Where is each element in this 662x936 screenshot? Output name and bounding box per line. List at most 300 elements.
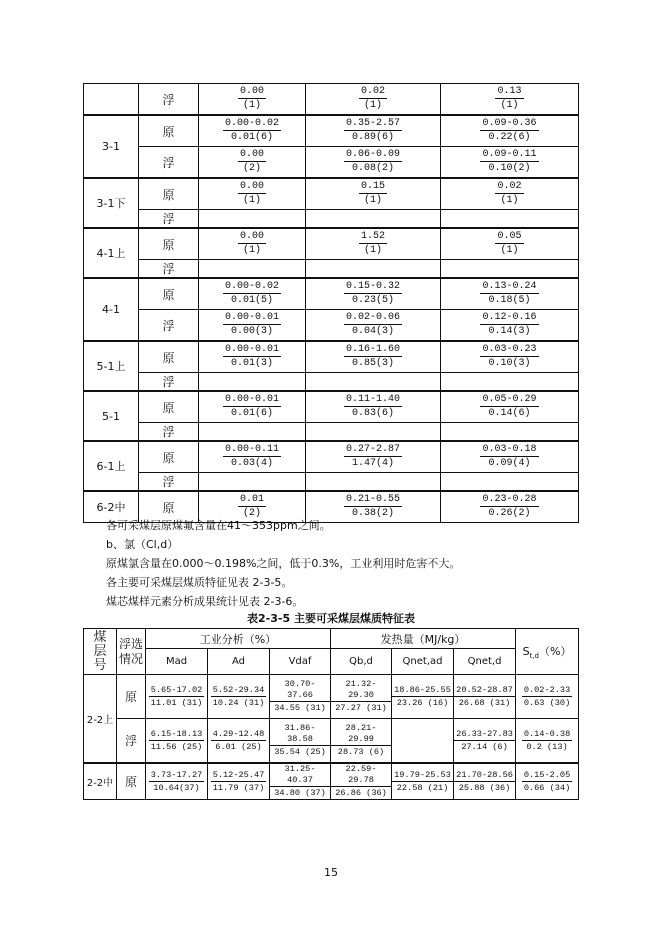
- fraction-bottom-value: 1.47(4): [351, 458, 394, 469]
- fraction-top: [516, 770, 578, 782]
- column-header-qnetd: Qnet,d: [454, 649, 516, 675]
- fraction-bottom-value: 0.26(2): [488, 508, 531, 519]
- flotation-cell: 浮: [117, 719, 146, 764]
- flotation-cell: 浮: [139, 260, 199, 279]
- value-cell: [270, 719, 331, 764]
- flotation-cell: 原: [139, 441, 199, 473]
- fraction-bottom-value: 0.14(6): [488, 408, 531, 419]
- fraction-bottom-value: 25.88 (36): [458, 782, 511, 793]
- fraction-top: [392, 770, 453, 782]
- seam-cell: 2-2中: [84, 763, 117, 800]
- fraction-bottom-value: 0.04(3): [351, 326, 394, 337]
- value-cell: [441, 491, 579, 523]
- fraction-top-value: 5.52-29.34: [212, 684, 265, 695]
- fraction-top: [208, 685, 269, 697]
- fraction-top-value: 0.00: [239, 86, 264, 97]
- value-cell: [306, 373, 441, 392]
- coal-quality-table-head: [84, 629, 579, 675]
- fraction-top: [441, 494, 578, 507]
- table-row: [84, 719, 579, 764]
- coal-quality-table-body: [84, 675, 579, 800]
- flotation-cell: 原: [139, 178, 199, 210]
- paragraph-table-reference-1: 各主要可采煤层煤质特征见表 2-3-5。: [106, 576, 293, 589]
- value-cell: [199, 228, 306, 260]
- seam-header: [84, 629, 117, 675]
- fraction-bottom-value: 0.10(3): [488, 358, 531, 369]
- value-cell: [331, 763, 392, 800]
- fraction-bottom-value: 0.85(3): [351, 358, 394, 369]
- fraction-bottom-value: 0.01(3): [230, 358, 273, 369]
- fraction-top-value: 0.09-0.11: [482, 149, 537, 160]
- fraction-top: [199, 394, 305, 407]
- table-row: [84, 310, 579, 342]
- fraction-bottom-value: 0.22(6): [488, 132, 531, 143]
- fraction-top: [146, 770, 207, 782]
- table-row: [84, 391, 579, 423]
- value-cell: [516, 675, 579, 719]
- value-cell: [516, 719, 579, 764]
- fraction-top-value: 0.21-0.55: [345, 494, 400, 505]
- fraction-top: [306, 86, 440, 99]
- fraction-bottom-value: 6.01 (25): [215, 741, 262, 752]
- value-cell: [454, 719, 516, 764]
- value-cell: [454, 763, 516, 800]
- fraction-top-value: 0.15: [360, 181, 385, 192]
- flotation-header-label: 浮选情况: [119, 636, 144, 666]
- fraction-bottom-value: 0.83(6): [351, 408, 394, 419]
- fraction-top-value: 0.03-0.23: [482, 344, 537, 355]
- fraction-top-value: 31.86-38.58: [270, 723, 330, 746]
- fraction-top-value: 5.65-17.02: [150, 684, 203, 695]
- fraction-top: [208, 729, 269, 741]
- fraction-bottom-value: 27.14 (6): [461, 741, 508, 752]
- flotation-cell: 原: [117, 675, 146, 719]
- fraction-top-value: 0.02-2.33: [523, 684, 571, 695]
- value-cell: [306, 228, 441, 260]
- value-cell: [441, 278, 579, 310]
- fraction-bottom-value: 0.89(6): [351, 132, 394, 143]
- fraction-top: [270, 679, 330, 702]
- seam-cell: 2-2上: [84, 675, 117, 764]
- value-cell: [441, 178, 579, 210]
- fraction-top: [199, 181, 305, 194]
- fraction-bottom-value: (1): [363, 195, 382, 206]
- value-cell: [306, 310, 441, 342]
- fraction-top-value: 0.00-0.01: [224, 312, 279, 323]
- fraction-top-value: 0.35-2.57: [345, 118, 400, 129]
- value-cell: [306, 441, 441, 473]
- value-cell: [441, 84, 579, 116]
- sulfur-subscript: t,d: [529, 652, 539, 661]
- fraction-top-value: 28.21-29.99: [331, 723, 391, 746]
- seam-cell: 5-1上: [84, 341, 139, 391]
- fraction-top-value: 31.25-40.37: [270, 764, 330, 787]
- fraction-top: [306, 494, 440, 507]
- fraction-top: [306, 394, 440, 407]
- value-cell: [306, 210, 441, 229]
- table-row: [84, 228, 579, 260]
- value-cell: [208, 675, 270, 719]
- fraction-bottom-value: (2): [242, 508, 261, 519]
- fraction-top: [146, 729, 207, 741]
- fraction-bottom-value: 0.01(6): [230, 408, 273, 419]
- fraction-top-value: 0.05-0.29: [482, 394, 537, 405]
- fraction-top: [441, 231, 578, 244]
- fraction-top-value: 0.14-0.38: [523, 728, 571, 739]
- seam-cell: 3-1下: [84, 178, 139, 228]
- table-row: [84, 260, 579, 279]
- value-cell: [441, 373, 579, 392]
- fraction-bottom-value: (2): [242, 163, 261, 174]
- fraction-bottom-value: 0.23(5): [351, 295, 394, 306]
- fraction-top: [306, 344, 440, 357]
- fraction-top: [306, 181, 440, 194]
- value-cell: [392, 763, 454, 800]
- fraction-top: [306, 149, 440, 162]
- flotation-cell: 原: [117, 763, 146, 800]
- fraction-top: [306, 118, 440, 131]
- value-cell: [306, 473, 441, 492]
- fraction-top: [306, 444, 440, 457]
- seam-cell: [84, 84, 139, 116]
- fraction-bottom-value: 26.86 (36): [335, 788, 387, 798]
- flotation-cell: 浮: [139, 423, 199, 442]
- fraction-top-value: 0.00-0.01: [224, 344, 279, 355]
- flotation-header: [117, 629, 146, 675]
- value-cell: [199, 260, 306, 279]
- fraction-top-value: 0.03-0.18: [482, 444, 537, 455]
- fraction-bottom-value: 0.2 (13): [526, 741, 568, 752]
- flotation-cell: 浮: [139, 310, 199, 342]
- fraction-top: [441, 312, 578, 325]
- fraction-top: [208, 770, 269, 782]
- sulfur-header: [516, 629, 579, 675]
- flotation-cell: 原: [139, 228, 199, 260]
- fraction-top-value: 0.15-2.05: [523, 769, 571, 780]
- value-cell: [199, 310, 306, 342]
- value-cell: [199, 115, 306, 147]
- fraction-bottom-value: (1): [500, 100, 519, 111]
- value-cell: [441, 228, 579, 260]
- fraction-top-value: 0.00-0.11: [224, 444, 279, 455]
- value-cell: [199, 373, 306, 392]
- value-cell: [516, 763, 579, 800]
- fraction-bottom-value: 0.03(4): [230, 458, 273, 469]
- value-cell: [441, 391, 579, 423]
- seam-header-label: 煤层号: [93, 629, 107, 673]
- fraction-top: [392, 685, 453, 697]
- value-cell: [146, 675, 208, 719]
- calorific-value-header: 发热量（MJ/kg）: [331, 629, 516, 649]
- fraction-top: [306, 281, 440, 294]
- fraction-top: [441, 149, 578, 162]
- value-cell: [454, 675, 516, 719]
- fraction-top: [199, 149, 305, 162]
- value-cell: [199, 84, 306, 116]
- fraction-top: [306, 312, 440, 325]
- fraction-top: [441, 281, 578, 294]
- paragraph-fluorine: 各可采煤层原煤氟含量在41～353ppm之间。: [106, 519, 331, 532]
- fraction-bottom-value: 34.55 (31): [274, 703, 326, 713]
- fraction-bottom-value: 0.38(2): [351, 508, 394, 519]
- value-cell: [199, 423, 306, 442]
- value-cell: [306, 147, 441, 179]
- value-cell: [146, 763, 208, 800]
- flotation-cell: 浮: [139, 373, 199, 392]
- fraction-top-value: 0.00-0.02: [224, 281, 279, 292]
- fraction-bottom-value: 0.00(3): [230, 326, 273, 337]
- table-row: [84, 373, 579, 392]
- fraction-bottom-value: 0.09(4): [488, 458, 531, 469]
- fraction-bottom-value: 34.80 (37): [274, 788, 326, 798]
- fraction-top-value: 0.00: [239, 149, 264, 160]
- table-row: [84, 423, 579, 442]
- fraction-top-value: 4.29-12.48: [212, 728, 265, 739]
- fraction-bottom-value: 35.54 (25): [274, 747, 326, 757]
- value-cell: [270, 763, 331, 800]
- fraction-top-value: 26.33-27.83: [456, 728, 513, 739]
- fraction-top: [454, 770, 515, 782]
- seam-cell: 6-2中: [84, 491, 139, 523]
- fraction-bottom-value: 0.08(2): [351, 163, 394, 174]
- column-header-qbd: Qb,d: [331, 649, 392, 675]
- fraction-top: [199, 281, 305, 294]
- fraction-top-value: 0.05: [497, 231, 522, 242]
- value-cell: [199, 147, 306, 179]
- column-header-mad: Mad: [146, 649, 208, 675]
- table-row: [84, 278, 579, 310]
- value-cell: [306, 278, 441, 310]
- fraction-bottom-value: 28.73 (6): [337, 747, 385, 757]
- sulfur-unit: （%）: [539, 644, 572, 658]
- fraction-bottom-value: (1): [500, 245, 519, 256]
- table-row: [84, 341, 579, 373]
- flotation-cell: 浮: [139, 210, 199, 229]
- value-cell: [306, 341, 441, 373]
- fraction-top: [199, 86, 305, 99]
- fraction-top-value: 20.52-28.87: [456, 684, 513, 695]
- fraction-top-value: 19.79-25.53: [394, 769, 451, 780]
- value-cell: [306, 423, 441, 442]
- fraction-top-value: 5.12-25.47: [212, 769, 265, 780]
- fraction-bottom-value: 26.68 (31): [458, 697, 511, 708]
- fraction-top: [199, 444, 305, 457]
- flotation-cell: 原: [139, 115, 199, 147]
- fraction-bottom-value: 0.63 (30): [523, 697, 571, 708]
- table-row: [84, 441, 579, 473]
- fraction-top: [441, 394, 578, 407]
- seam-cell: 4-1: [84, 278, 139, 341]
- fraction-top-value: 0.02: [360, 86, 385, 97]
- fraction-top-value: 0.16-1.60: [345, 344, 400, 355]
- fraction-bottom-value: 0.66 (34): [523, 782, 571, 793]
- fraction-top: [270, 764, 330, 787]
- table-row: [84, 178, 579, 210]
- fraction-bottom-value: 27.27 (31): [335, 703, 387, 713]
- fraction-top: [441, 444, 578, 457]
- fraction-bottom-value: 0.18(5): [488, 295, 531, 306]
- flotation-cell: 浮: [139, 84, 199, 116]
- flotation-cell: 原: [139, 391, 199, 423]
- fraction-top-value: 0.00-0.02: [224, 118, 279, 129]
- fraction-top-value: 0.13-0.24: [482, 281, 537, 292]
- value-cell: [306, 115, 441, 147]
- fraction-bottom-value: 23.26 (16): [396, 697, 449, 708]
- fraction-top-value: 0.11-1.40: [345, 394, 400, 405]
- value-cell: [441, 115, 579, 147]
- fraction-bottom-value: 0.14(3): [488, 326, 531, 337]
- value-cell: [441, 210, 579, 229]
- fraction-top: [441, 118, 578, 131]
- value-cell: [270, 675, 331, 719]
- value-cell: [306, 391, 441, 423]
- value-cell: [441, 473, 579, 492]
- fraction-bottom-value: 10.24 (31): [212, 697, 265, 708]
- value-cell: [199, 441, 306, 473]
- fraction-top-value: 0.15-0.32: [345, 281, 400, 292]
- fraction-bottom-value: (1): [242, 100, 261, 111]
- fraction-top: [454, 685, 515, 697]
- seam-cell: 3-1: [84, 115, 139, 178]
- value-cell: [441, 310, 579, 342]
- paragraph-chlorine-heading: b、氯（Cl,d）: [106, 538, 179, 551]
- fraction-top-value: 18.86-25.55: [394, 684, 451, 695]
- table-row: [84, 763, 579, 800]
- fraction-top: [270, 723, 330, 746]
- fraction-top-value: 0.06-0.09: [345, 149, 400, 160]
- value-cell: [441, 341, 579, 373]
- fraction-top-value: 0.09-0.36: [482, 118, 537, 129]
- fraction-top: [306, 231, 440, 244]
- fraction-top: [516, 685, 578, 697]
- value-cell: [331, 719, 392, 764]
- fraction-bottom-value: 0.10(2): [488, 163, 531, 174]
- fraction-top: [199, 494, 305, 507]
- value-cell: [441, 441, 579, 473]
- value-cell: [199, 341, 306, 373]
- page-number: 15: [324, 866, 338, 879]
- fraction-top-value: 21.70-28.56: [456, 769, 513, 780]
- value-cell: [199, 178, 306, 210]
- fraction-bottom-value: 0.01(6): [230, 132, 273, 143]
- value-cell: [146, 719, 208, 764]
- value-cell: [306, 178, 441, 210]
- value-cell: [199, 278, 306, 310]
- fraction-top-value: 0.27-2.87: [345, 444, 400, 455]
- paragraph-table-reference-2: 煤芯煤样元素分析成果统计见表 2-3-6。: [106, 595, 304, 608]
- value-cell: [199, 391, 306, 423]
- fraction-top: [516, 729, 578, 741]
- fraction-top: [441, 181, 578, 194]
- paragraph-chlorine: 原煤氯含量在0.000～0.198%之间，低于0.3%，工业利用时危害不大。: [106, 557, 461, 570]
- fraction-bottom-value: (1): [242, 245, 261, 256]
- fraction-bottom-value: (1): [242, 195, 261, 206]
- value-cell: [331, 675, 392, 719]
- value-cell: [392, 719, 454, 764]
- value-cell: [208, 719, 270, 764]
- value-cell: [306, 84, 441, 116]
- fraction-bottom-value: 10.64(37): [153, 782, 200, 793]
- flotation-cell: 原: [139, 341, 199, 373]
- fraction-top-value: 21.32-29.30: [331, 679, 391, 702]
- table-row: [84, 675, 579, 719]
- fraction-top: [331, 679, 391, 702]
- fraction-top: [454, 729, 515, 741]
- fraction-top-value: 22.59-29.78: [331, 764, 391, 787]
- fraction-top: [441, 344, 578, 357]
- value-cell: [441, 147, 579, 179]
- table-caption: 表2-3-5 主要可采煤层煤质特征表: [247, 612, 415, 625]
- fraction-bottom-value: (1): [363, 245, 382, 256]
- fraction-top-value: 0.02-0.06: [345, 312, 400, 323]
- header-row: [84, 629, 579, 649]
- fraction-top-value: 30.70-37.66: [270, 679, 330, 702]
- fraction-bottom-value: 11.79 (37): [212, 782, 265, 793]
- fraction-bottom-value: 0.01(5): [230, 295, 273, 306]
- fraction-top-value: 6.15-18.13: [150, 728, 203, 739]
- table-row: [84, 147, 579, 179]
- flotation-cell: 浮: [139, 147, 199, 179]
- flotation-cell: 原: [139, 278, 199, 310]
- column-header-ad: Ad: [208, 649, 270, 675]
- value-cell: [441, 423, 579, 442]
- fraction-top-value: 0.00-0.01: [224, 394, 279, 405]
- body-text: [106, 516, 460, 611]
- value-cell: [441, 260, 579, 279]
- fraction-top-value: 0.00: [239, 181, 264, 192]
- fraction-top: [199, 344, 305, 357]
- value-cell: [208, 763, 270, 800]
- value-cell: [306, 260, 441, 279]
- seam-cell: 4-1上: [84, 228, 139, 278]
- fraction-top-value: 0.23-0.28: [482, 494, 537, 505]
- fraction-top: [331, 764, 391, 787]
- column-header-qnetad: Qnet,ad: [392, 649, 454, 675]
- fraction-top: [146, 685, 207, 697]
- fraction-top-value: 0.02: [497, 181, 522, 192]
- value-cell: [199, 210, 306, 229]
- table-row: [84, 84, 579, 116]
- fraction-top-value: 0.01: [239, 494, 264, 505]
- table-row: [84, 210, 579, 229]
- sulfur-symbol: S: [522, 644, 530, 658]
- fraction-top: [331, 723, 391, 746]
- table-row: [84, 473, 579, 492]
- fraction-top-value: 0.12-0.16: [482, 312, 537, 323]
- flotation-cell: 浮: [139, 473, 199, 492]
- fraction-top: [199, 312, 305, 325]
- value-cell: [199, 473, 306, 492]
- flotation-cell: 原: [139, 491, 199, 523]
- trace-element-table-body: [84, 84, 579, 523]
- trace-element-table: [83, 83, 579, 523]
- fraction-top: [199, 231, 305, 244]
- fraction-top: [199, 118, 305, 131]
- fraction-bottom-value: 22.58 (21): [396, 782, 449, 793]
- fraction-top-value: 0.00: [239, 231, 264, 242]
- coal-quality-table: [83, 628, 579, 800]
- fraction-bottom-value: (1): [363, 100, 382, 111]
- fraction-top: [441, 86, 578, 99]
- value-cell: [392, 675, 454, 719]
- fraction-top-value: 0.13: [497, 86, 522, 97]
- fraction-bottom-value: (1): [500, 195, 519, 206]
- column-header-vdaf: Vdaf: [270, 649, 331, 675]
- fraction-top-value: 1.52: [360, 231, 385, 242]
- fraction-bottom-value: 11.01 (31): [150, 697, 203, 708]
- seam-cell: 5-1: [84, 391, 139, 441]
- proximate-analysis-header: 工业分析（%）: [146, 629, 331, 649]
